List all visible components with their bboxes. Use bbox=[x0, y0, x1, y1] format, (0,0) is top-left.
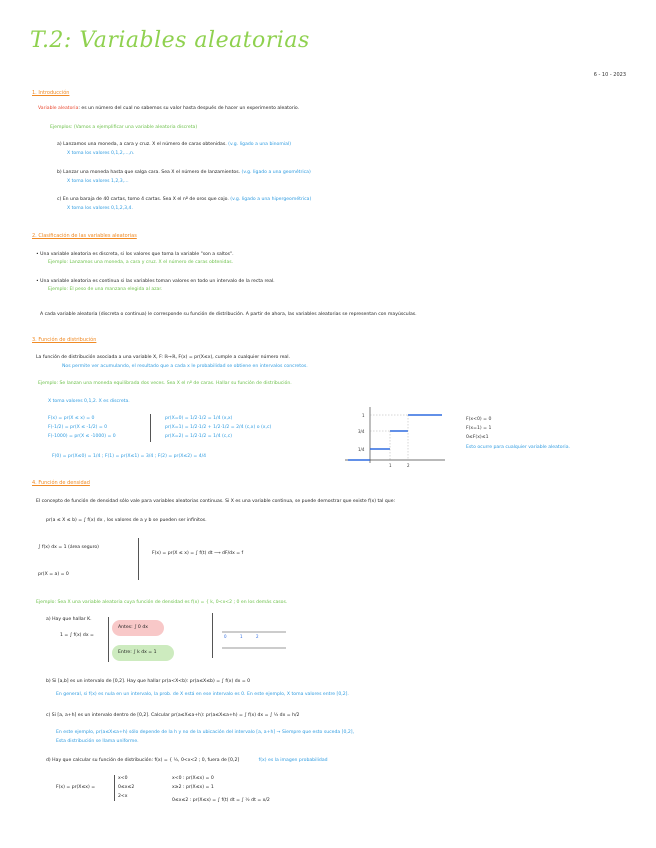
continuous-def: • Una variable aleatoria es continua si las variables toman valores en todo un intervalo de la recta real. bbox=[36, 279, 275, 284]
nl-tick-0: 0 bbox=[224, 634, 227, 639]
pill-between-text: Entre: ∫ k dx = 1 bbox=[118, 650, 157, 655]
part-d-case-2: 0≤x≤2 bbox=[118, 785, 135, 790]
x-tick-2: 2 bbox=[407, 463, 410, 468]
distribution-note: Nos permite ver acumulando, el resultado que a cada x le probabilidad se obtiene en intervalos concretos. bbox=[62, 364, 308, 369]
left-eq-2: F(-1/2) = pr(X ≤ -1/2) = 0 bbox=[48, 425, 108, 430]
distribution-summary: F(0) = pr(X≤0) = 1/4 ; F(1) = pr(X≤1) = 3/4 ; F(2) = pr(X≤2) = 4/4 bbox=[52, 454, 207, 459]
part-d-brace bbox=[114, 775, 115, 801]
piece-note: Esto ocurre para cualquier variable aleatoria. bbox=[466, 445, 570, 450]
section-heading-1: 1. Introducción bbox=[32, 90, 70, 96]
nl-tick-1: 1 bbox=[240, 634, 243, 639]
y-tick-2: 3/4 bbox=[358, 429, 365, 434]
part-d-right-3: 0≤x≤2 : pr(X≤x) = ∫ f(t) dt = ∫ ½ dt = x/2 bbox=[172, 798, 270, 803]
right-eq-2: pr(X=1) = 1/2·1/2 + 1/2·1/2 = 2/4 (c,x) o (x,c) bbox=[165, 425, 272, 430]
example-c-note: (v.g. ligado a una hipergeométrica) bbox=[230, 197, 312, 202]
box-divider bbox=[138, 538, 139, 580]
part-d bbox=[46, 758, 328, 764]
box-right: F(x) = pr(X ≤ x) = ∫ f(t) dt ⟶ dF/dx = f bbox=[152, 551, 244, 556]
part-c-note-1: En este ejemplo, pr(a≤X≤a+h) sólo depende de la h y no de la ubicación del intervalo [a, a+h] → Siempre que esto suceda [0,2], bbox=[56, 730, 355, 735]
section-heading-3: 3. Función de distribución bbox=[32, 337, 97, 343]
discrete-example: Ejemplo: Lanzamos una moneda, a cara y cruz. X el número de caras obtenidas. bbox=[48, 260, 234, 265]
brace-line bbox=[108, 617, 109, 662]
part-d-note: f(x) es la imagen probabilidad bbox=[258, 758, 328, 763]
divider bbox=[150, 414, 151, 442]
example-b-note: (v.g. ligado a una geométrica) bbox=[241, 170, 311, 175]
example-c bbox=[57, 197, 311, 203]
piece-3: 0≤F(x)≤1 bbox=[466, 435, 489, 440]
discrete-def: • Una variable aleatoria es discreta, si los valores que toma la variable "son a saltos". bbox=[36, 252, 234, 257]
example-c-text: c) En una baraja de 40 cartas, tomo 4 cartas. Sea X el nº de oros que cojo. bbox=[57, 197, 229, 202]
example-a bbox=[57, 142, 291, 148]
part-b-note: En general, si f(x) es nula en un intervalo, la prob. de X está en ese intervalo es 0. En este ejemplo, X toma valores entre [0,2]. bbox=[56, 692, 349, 697]
nl-tick-2: 2 bbox=[256, 634, 259, 639]
examples-label: Ejemplos: (Vamos a ejemplificar una variable aleatoria discreta) bbox=[50, 125, 198, 130]
density-example bbox=[36, 600, 287, 606]
part-a-eq: 1 = ∫ f(x) dx = bbox=[60, 633, 94, 638]
distribution-example bbox=[38, 381, 292, 387]
part-d-case-3: 2<x bbox=[118, 794, 128, 799]
box-left-2: pr(X = a) = 0 bbox=[38, 572, 69, 577]
density-formula: pr(a ≤ X ≤ b) = ∫ f(x) dx , los valores de a y b se pueden ser infinitos. bbox=[46, 518, 207, 523]
continuous-example: Ejemplo: El peso de una manzana elegida al azar. bbox=[48, 287, 163, 292]
part-d-case-1: x<0 bbox=[118, 776, 128, 781]
density-example-text: Ejemplo: Sea X una variable aleatoria cuya función de densidad es f(x) = { k, 0<x<2 ; 0 en los demás casos. bbox=[36, 600, 288, 605]
distribution-def: La función de distribución asociada a una variable X, F: ℝ→ℝ, F(x) = pr(X≤x), cumple a cualquier número real. bbox=[36, 355, 290, 360]
example-a-text: a) Lanzamos una moneda, a cara y cruz. X el número de caras obtenidas. bbox=[57, 142, 227, 147]
definition-text: : es un número del cual no sabemos su valor hasta después de hacer un experimento aleatorio. bbox=[78, 106, 300, 111]
y-tick-3: 1/4 bbox=[358, 447, 365, 452]
section-heading-2: 2. Clasificación de las variables aleatorias bbox=[32, 233, 137, 239]
part-b: b) Si [a,b] es un intervalo de [0,2]. Hay que hallar pr(a<X<b): pr(a≤X≤b) = ∫ f(x) dx = 0 bbox=[46, 679, 251, 684]
example-divider bbox=[212, 613, 213, 658]
left-eq-3: F(-1000) = pr(X ≤ -1000) = 0 bbox=[48, 434, 116, 439]
right-eq-3: pr(X=2) = 1/2·1/2 = 1/4 (c,c) bbox=[165, 434, 233, 439]
right-eq-1: pr(X=0) = 1/2·1/2 = 1/4 (x,x) bbox=[165, 416, 233, 421]
part-c: c) Si [a, a+h] es un intervalo dentro de [0,2]. Calcular pr(a≤X≤a+h): pr(a≤X≤a+h) = ∫ f(x) dx = ∫ ½ dx = h/2 bbox=[46, 713, 300, 718]
example-a-values: X toma los valores 0,1,2,...,n. bbox=[67, 151, 135, 156]
piece-2: F(x=1) = 1 bbox=[466, 426, 492, 431]
x-tick-1: 1 bbox=[389, 463, 392, 468]
definition bbox=[38, 106, 299, 112]
part-d-text: d) Hay que calcular su función de distribución: f(x) = { ½, 0<x<2 ; 0, fuera de [0,2] bbox=[46, 758, 240, 763]
example-b-values: X toma los valores 1,2,3,... bbox=[67, 179, 129, 184]
example-b-text: b) Lanzar una moneda hasta que salga cara. Sea X el número de lanzamientos. bbox=[57, 170, 241, 175]
piece-1: F(x<0) = 0 bbox=[466, 417, 492, 422]
example-c-values: X toma los valores 0,1,2,3,4. bbox=[67, 206, 133, 211]
part-d-right-1: x<0 : pr(X≤x) = 0 bbox=[172, 776, 214, 781]
part-d-right-2: x≥2 : pr(X≤x) = 1 bbox=[172, 785, 214, 790]
y-tick-1: 1 bbox=[362, 413, 365, 418]
page-title: T.2: Variables aleatorias bbox=[30, 28, 310, 53]
left-eq-1: F(x) = pr(X ≤ x) = 0 bbox=[48, 416, 95, 421]
section-2-note: A cada variable aleatoria (discreta o continua) le corresponde su función de distribución. A partir de ahora, las variables aleatorias se representan con mayúsculas. bbox=[40, 312, 417, 317]
part-d-F: F(x) = pr(X≤x) = bbox=[56, 785, 96, 790]
part-a-label: a) Hay que hallar K. bbox=[46, 617, 92, 622]
box-left-1: ∫ f(x) dx = 1 (área seguro) bbox=[38, 545, 99, 550]
number-line bbox=[220, 620, 290, 656]
density-def: El concepto de función de densidad sólo vale para variables aleatorias continuas. Si X es una variable continua, se puede demostrar que existe f(x) tal que: bbox=[36, 499, 396, 504]
definition-term: Variable aleatoria bbox=[38, 106, 79, 111]
example-b bbox=[57, 170, 311, 176]
distribution-example-text: Ejemplo: Se lanzan una moneda equilibrada dos veces. Sea X el nº de caras. Hallar su función de distribución. bbox=[38, 381, 292, 386]
part-c-note-2: Esta distribución se llama uniforme. bbox=[56, 739, 139, 744]
step-function-graph bbox=[340, 405, 450, 470]
pill-before-text: Antes: ∫ 0 dx bbox=[118, 625, 148, 630]
distribution-values: X toma valores 0,1,2. X es discreta. bbox=[48, 399, 130, 404]
example-a-note: (v.g. ligado a una binomial) bbox=[228, 142, 291, 147]
date: 6 - 10 - 2023 bbox=[593, 72, 626, 78]
section-heading-4: 4. Función de densidad bbox=[32, 480, 90, 486]
